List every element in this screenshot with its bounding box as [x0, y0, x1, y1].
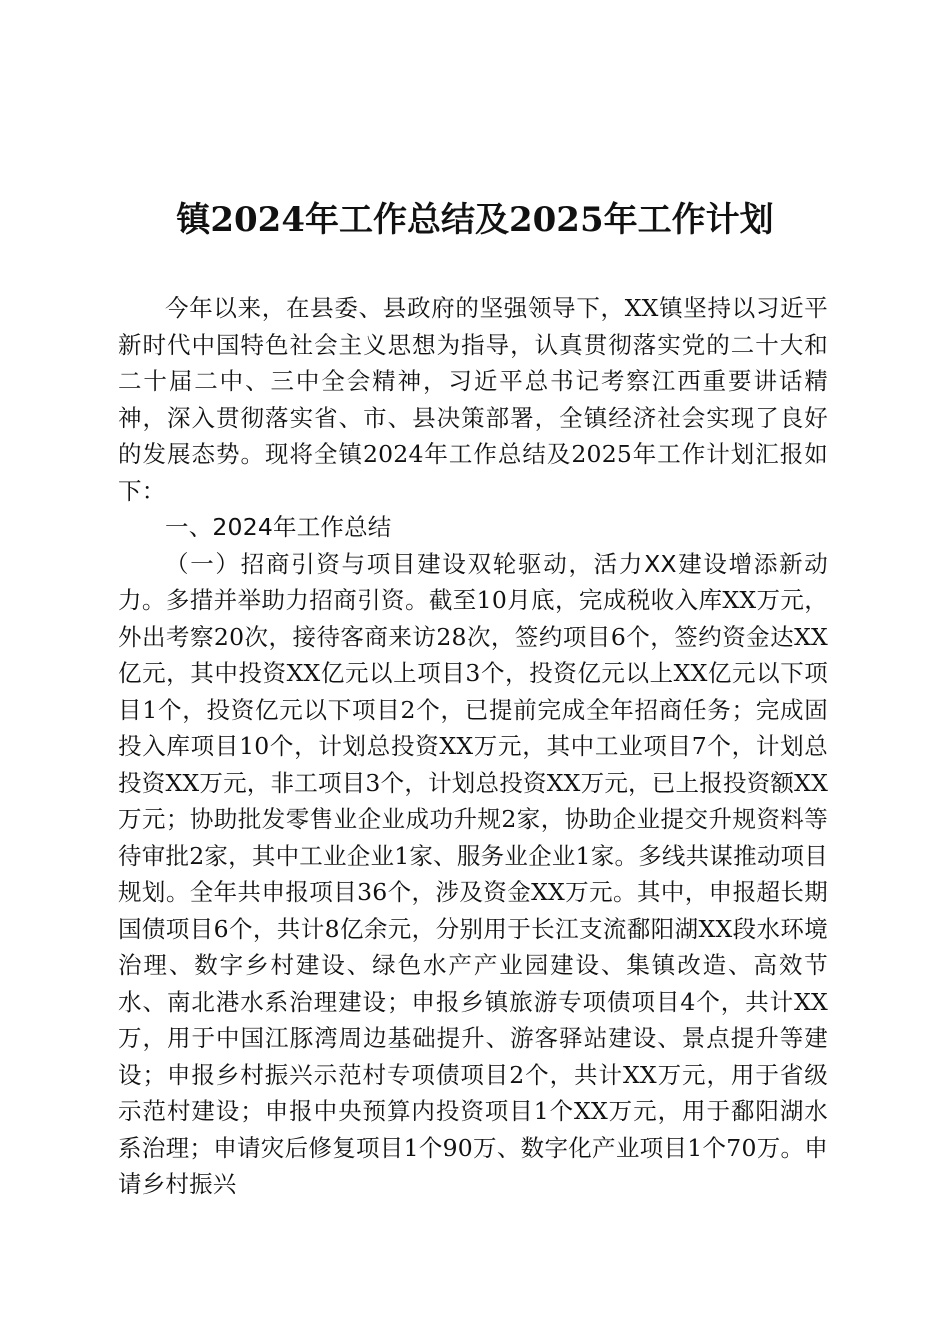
document-body: [118, 290, 828, 1203]
subsection-body: 多措并举助力招商引资。截至10月底，完成税收入库XX万元，外出考察20次，接待客商来访28次，签约项目6个，签约资金达XX亿元，其中投资XX亿元以上项目3个，投资亿元以上XX亿元以下项目1个，投资亿元以下项目2个，已提前完成全年招商任务；完成固投入库项目10个，计划总投资XX万元，其中工业项目7个，计划总投资XX万元，非工项目3个，计划总投资XX万元，已上报投资额XX万元；协助批发零售业企业成功升规2家，协助企业提交升规资料等待审批2家，其中工业企业1家、服务业企业1家。多线共谋推动项目规划。全年共申报项目36个，涉及资金XX万元。其中，申报超长期国债项目6个，共计8亿余元，分别用于长江支流鄱阳湖XX段水环境治理、数字乡村建设、绿色水产产业园建设、集镇改造、高效节水、南北港水系治理建设；申报乡镇旅游专项债项目4个，共计XX万，用于中国江豚湾周边基础提升、游客驿站建设、景点提升等建设；申报乡村振兴示范村专项债项目2个，共计XX万元，用于省级示范村建设；申报中央预算内投资项目1个XX万元，用于鄱阳湖水系治理；申请灾后修复项目1个90万、数字化产业项目1个70万。申请乡村振兴: [118, 586, 828, 1198]
subsection-paragraph: [118, 546, 828, 1203]
intro-paragraph: 今年以来，在县委、县政府的坚强领导下，XX镇坚持以习近平新时代中国特色社会主义思想为指导，认真贯彻落实党的二十大和二十届二中、三中全会精神，习近平总书记考察江西重要讲话精神，深入贯彻落实省、市、县决策部署，全镇经济社会实现了良好的发展态势。现将全镇2024年工作总结及2025年工作计划汇报如下：: [118, 294, 828, 505]
document-title: 镇2024年工作总结及2025年工作计划: [176, 200, 774, 240]
subsection-heading: （一）招商引资与项目建设双轮驱动，活力XX建设增添新动力。: [118, 549, 828, 614]
section-heading: 一、2024年工作总结: [165, 513, 392, 541]
